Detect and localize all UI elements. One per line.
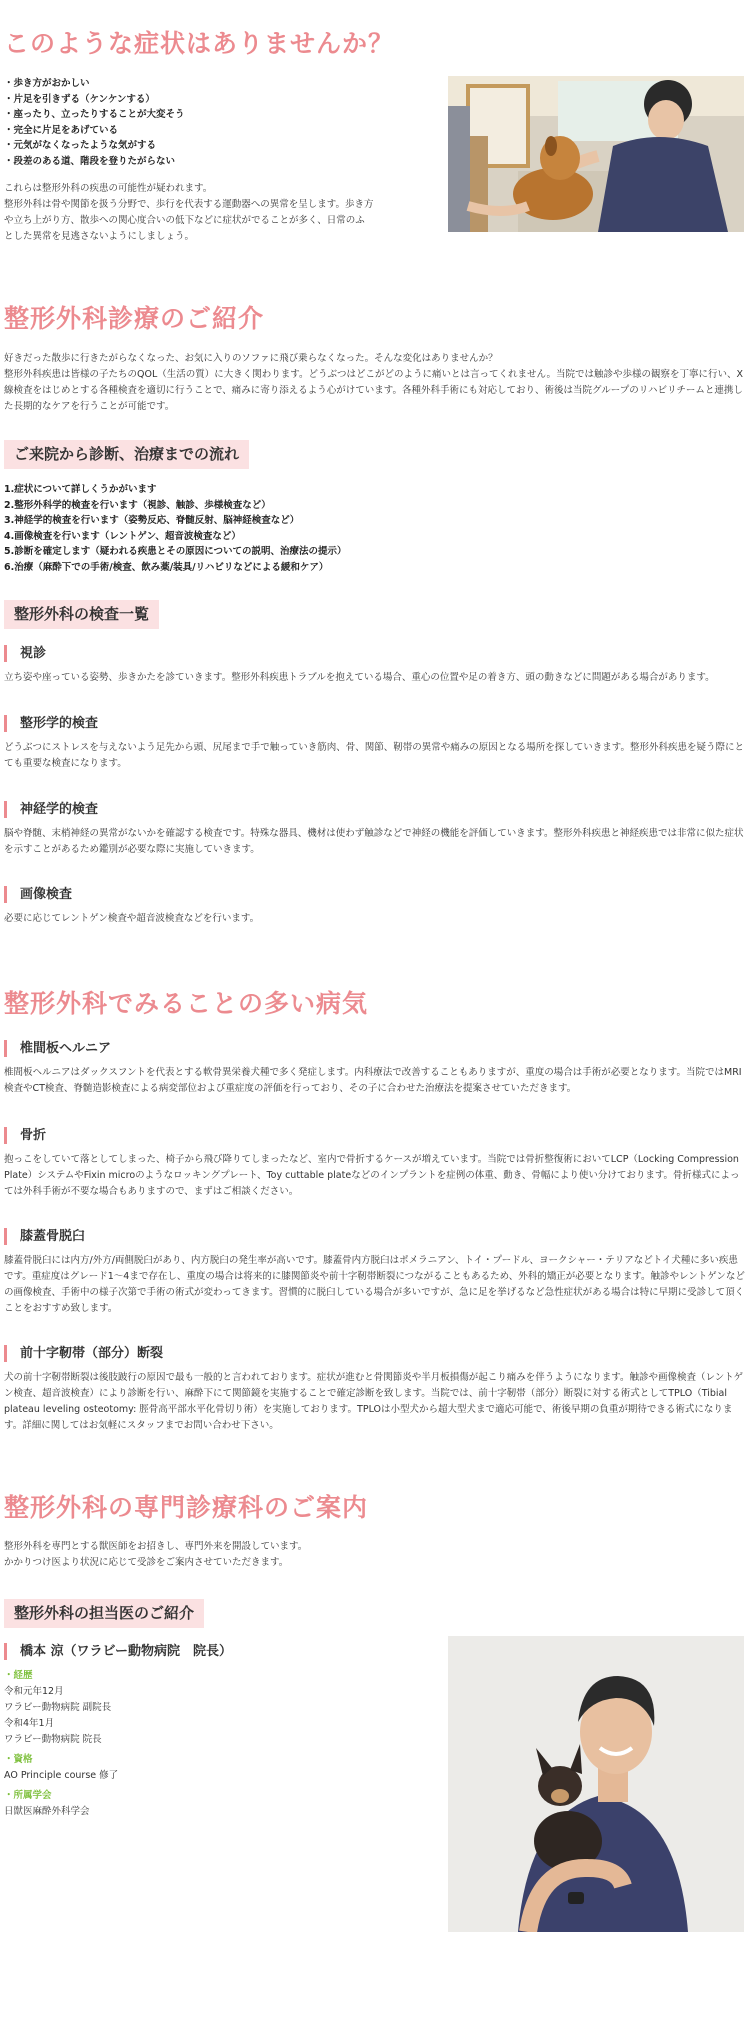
disease-heading: 椎間板ヘルニア (4, 1040, 111, 1057)
career-line: 令和4年1月 (4, 1718, 55, 1729)
symptoms-paragraph-1: これらは整形外科の疾患の可能性が疑われます。 (4, 183, 213, 194)
exam-heading: 視診 (4, 645, 46, 662)
career-label: ・経歴 (4, 1670, 33, 1681)
qualification-value: AO Principle course 修了 (4, 1770, 119, 1781)
disease-description: 抱っこをしていて落としてしまった、椅子から飛び降りてしまったなど、室内で骨折するケースが増えています。当院では骨折整復術においてLCP（Locking Compression Plate）システムやFixin microのようなロッキングプレート、Toy cuttable plateなどのインプラントを症例の体重、動き、骨幅により使い分けております。骨折様式によっては外科手術が不要な場合もありますので、まずはご相談ください。 (4, 1154, 740, 1197)
intro-title: 整形外科診療のご紹介 (4, 304, 265, 333)
disease-heading: 膝蓋骨脱臼 (4, 1228, 85, 1245)
symptoms-paragraph-2: 整形外科は骨や関節を扱う分野で、歩行を代表する運動器への異常を呈します。歩き方や立ち上がり方、散歩への関心度合いの低下などに症状がでることが多く、日常のふとした異常を見逃さないようにしましょう。 (4, 199, 374, 242)
doctor-section-title: 整形外科の担当医のご紹介 (4, 1599, 204, 1628)
qualification-label: ・資格 (4, 1754, 33, 1765)
doctor-name: 橋本 涼（ワラビー動物病院 院長） (4, 1643, 232, 1660)
list-item: 2.整形外科学的検査を行います（視診、触診、歩様検査など） (4, 499, 271, 511)
exam-description: どうぶつにストレスを与えないよう足先から頭、尻尾まで手で触っていき筋肉、骨、関節、靭帯の異常や痛みの原因となる場所を探していきます。整形外科疾患を疑う際にとても重要な検査になります。 (4, 742, 744, 769)
disease-heading: 骨折 (4, 1127, 46, 1144)
list-item: 5.診断を確定します（疑われる疾患とその原因についての説明、治療法の提示） (4, 546, 347, 557)
exam-description: 脳や脊髄、末梢神経の異常がないかを確認する検査です。特殊な器具、機材は使わず触診などで神経の機能を評価していきます。整形外科疾患と神経疾患では非常に似た症状を示すことがあるため鑑別が必要な際に実施していきます。 (4, 828, 744, 855)
symptom-list (4, 76, 434, 169)
disease-description: 犬の前十字靭帯断裂は後肢跛行の原因で最も一般的と言われております。症状が進むと骨関節炎や半月板損傷が起こり痛みを伴うようになります。触診や画像検査（レントゲン検査、超音波検査）により診断を行い、麻酔下にて関節鏡を実施することで確定診断を致します。当院では、前十字靭帯（部分）断裂に対する術式としてTPLO（Tibial plateau leveling osteotomy: 脛骨高平部水平化骨切り術）を実施しております。TPLOは小型犬から超大型犬まで適応可能で、術後早期の負重が期待できる術式になります。詳細に関してはお気軽にスタッフまでお問い合わせ下さい。 (4, 1372, 744, 1431)
exam-heading: 画像検査 (4, 886, 72, 903)
list-item: 6.治療（麻酔下での手術/検査、飲み薬/装具/リハビリなどによる緩和ケア） (4, 561, 329, 573)
list-item: ・座ったり、立ったりすることが大変そう (4, 109, 185, 120)
society-value: 日獣医麻酔外科学会 (4, 1806, 90, 1817)
vet-examining-dog-illustration (448, 76, 744, 232)
exam-description: 立ち姿や座っている姿勢、歩きかたを診ていきます。整形外科疾患トラブルを抱えている場合、重心の位置や足の着き方、頭の動きなどに問題がある場合があります。 (4, 672, 715, 683)
career-line: ワラビー動物病院 院長 (4, 1734, 102, 1745)
specialty-paragraph-1: 整形外科を専門とする獣医師をお招きし、専門外来を開設しています。 (4, 1541, 308, 1552)
list-item: 3.神経学的検査を行います（姿勢反応、脊髄反射、脳神経検査など） (4, 515, 300, 526)
intro-paragraph-1: 好きだった散歩に行きたがらなくなった、お気に入りのソファに飛び乗らなくなった。そんな変化はありませんか？ (4, 353, 498, 364)
specialty-title: 整形外科の専門診療科のご案内 (4, 1493, 369, 1522)
doctor-portrait-photo (448, 1636, 744, 1932)
specialty-paragraph-2: かかりつけ医より状況に応じて受診をご案内させていただきます。 (4, 1557, 289, 1568)
exam-description: 必要に応じてレントゲン検査や超音波検査などを行います。 (4, 913, 260, 924)
society-label: ・所属学会 (4, 1790, 52, 1801)
vet-examining-dog-photo (448, 76, 744, 232)
list-item: 4.画像検査を行います（レントゲン、超音波検査など） (4, 530, 241, 542)
symptoms-title: このような症状はありませんか？ (4, 29, 395, 58)
doctor-holding-dog-illustration (448, 1636, 744, 1932)
exam-heading: 整形学的検査 (4, 715, 98, 732)
disease-heading: 前十字靭帯（部分）断裂 (4, 1345, 163, 1362)
list-item: ・歩き方がおかしい (4, 78, 90, 89)
doctor-profile (4, 1668, 404, 1820)
diseases-title: 整形外科でみることの多い病気 (4, 989, 369, 1018)
career-line: 令和元年12月 (4, 1686, 64, 1697)
list-item: ・完全に片足をあげている (4, 124, 119, 136)
exam-heading: 神経学的検査 (4, 801, 98, 818)
flow-steps (4, 482, 744, 575)
disease-description: 椎間板ヘルニアはダックスフントを代表とする軟骨異栄養犬種で多く発症します。内科療法で改善することもありますが、重度の場合は手術が必要となります。当院ではMRI検査やCT検査、脊髄造影検査による病変部位および重症度の評価を行っており、その子に合わせた治療法を提案させていただきます。 (4, 1067, 742, 1094)
list-item: ・段差のある道、階段を登りたがらない (4, 155, 176, 167)
list-item: 1.症状について詳しくうかがいます (4, 484, 157, 495)
career-line: ワラビー動物病院 副院長 (4, 1702, 112, 1713)
list-item: ・元気がなくなったような気がする (4, 140, 157, 151)
exams-title: 整形外科の検査一覧 (4, 600, 159, 629)
list-item: ・片足を引きずる（ケンケンする） (4, 93, 155, 105)
disease-description: 膝蓋骨脱臼には内方/外方/両側脱臼があり、内方脱臼の発生率が高いです。膝蓋骨内方脱臼はポメラニアン、トイ・プードル、ヨークシャー・テリアなどトイ犬種に多い疾患です。重症度はグレード1〜4まで存在し、重度の場合は将来的に膝関節炎や前十字靭帯断裂につながることもあるため、外科的矯正が必要となります。触診やレントゲンなどの画像検査、手術中の様子次第で手術の術式が変わってきます。習慣的に脱臼している場合が多いですが、急に足を挙げるなど急性症状がある場合は特に早期に受診して頂くことをおすすめ致します。 (4, 1255, 745, 1314)
flow-title: ご来院から診断、治療までの流れ (4, 440, 249, 469)
intro-paragraph-2: 整形外科疾患は皆様の子たちのQOL（生活の質）に大きく関わります。どうぶつはどこがどのように痛いとは言ってくれません。当院では触診や歩様の観察を丁寧に行い、X線検査をはじめとする各種検査を適切に行うことで、痛みに寄り添えるよう心がけています。各種外科手術にも対応しており、術後は当院グループのリハビリチームと連携した長期的なケアを行うことが可能です。 (4, 369, 744, 412)
